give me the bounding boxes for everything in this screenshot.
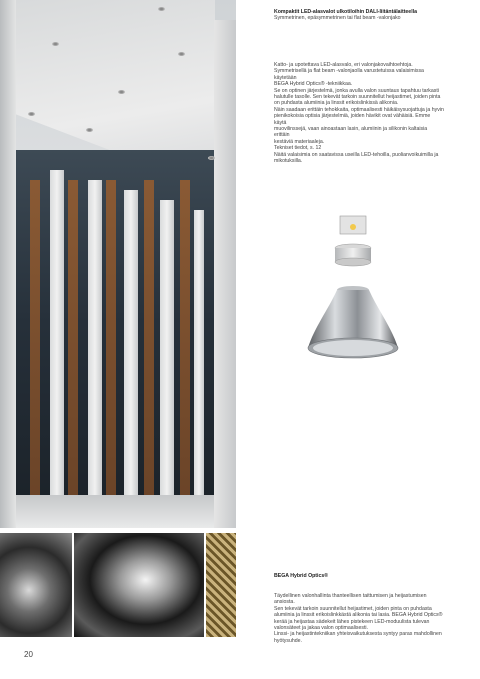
downlight-spot xyxy=(178,52,185,56)
intro-block xyxy=(274,9,444,22)
description-line: mikotuksilla. xyxy=(274,158,303,165)
description-line: Katto- ja upotettava LED-alasvalo, eri valonjakovaihtoehtoja. xyxy=(274,62,413,68)
hybrid-line: kerää ja heijastaa sädekeit lähes pistekeen LED-moduulista tulevan xyxy=(274,618,430,625)
description-line: Tekniset tiedot, s. 12 xyxy=(274,145,322,152)
wood-panel xyxy=(144,180,154,495)
wood-panel xyxy=(106,180,116,495)
column xyxy=(88,180,102,505)
description-line: kestäviä materiaaleja. xyxy=(274,138,325,145)
led-module xyxy=(340,216,366,234)
wood-panel xyxy=(180,180,190,495)
pillar-left xyxy=(0,0,16,528)
hybrid-line: Linssi- ja heijastintekniikan yhteisvaikutuksesta syntyy paras mahdollinen xyxy=(274,631,442,638)
pillar-right xyxy=(214,20,236,528)
column xyxy=(124,190,138,515)
intro-subtitle: Symmetrinen, epäsymmetrinen tai flat beam -valonjako xyxy=(274,15,401,22)
column xyxy=(194,210,204,528)
downlight-spot xyxy=(118,90,125,94)
hybrid-optics-title-block xyxy=(274,573,444,579)
description-block xyxy=(274,62,444,165)
lens-ring xyxy=(335,244,371,266)
hybrid-line: Täydellinen valonhallinta thanteellisen taittumisen ja heijastumisen ansiosta. xyxy=(274,593,427,606)
hybrid-optics-title: BEGA Hybrid Optics® xyxy=(274,573,329,579)
luminaire-exploded-view xyxy=(300,210,410,390)
hybrid-line: alumiinia ja linssit erikoislinkkästä alikonia tai lasia. BEGA Hybrid Optics® xyxy=(274,612,443,619)
description-line: pienikokoisia optisia järjestelmiä, joiden hävikit ovat vähäisiä. Emme käytä xyxy=(274,113,431,126)
hybrid-optics-block xyxy=(274,593,444,644)
reflector-cone xyxy=(308,286,398,358)
wood-panel xyxy=(68,180,78,495)
description-line: muovilinssejä, vaan ainoastaan lasin, alumiinin ja silikonin kaltaisia erittäin xyxy=(274,126,428,139)
downlight-spot xyxy=(208,156,215,160)
floor xyxy=(16,495,214,528)
hybrid-line: valonsäteet ja jakaa valon optimaalisesti. xyxy=(274,625,369,632)
column xyxy=(160,200,174,525)
column xyxy=(50,170,64,495)
hybrid-line: Sen tekevät tarkoin suunnitellut heijastimet, joiden pinta on puhdasta xyxy=(274,605,432,612)
downlight-spot xyxy=(52,42,59,46)
description-line: Näitä valaisimia on saatavissa useilla LED-tehoilla, puolianvoikuimilla ja xyxy=(274,151,439,158)
page-number: 20 xyxy=(24,650,33,659)
optic-detail-photo xyxy=(206,533,236,637)
description-line: Symmetrisellä ja flat beam -valonjaolla varustetuissa valaisimissa käytetään xyxy=(274,68,424,81)
intro-title: Kompaktit LED-alasvalot ulkotiloihin DALI-liitäntälaitteella xyxy=(274,9,417,15)
description-line: Näin saadaan erittäin tehokkaita, optimaalisesti häikäisysuojattuja ja hyvin xyxy=(274,106,444,113)
description-line: halutulle tasolle. Sen tekevät tarkoin suunnitellut heijastimet, joiden pinta xyxy=(274,94,441,101)
downlight-spot xyxy=(158,7,165,11)
architecture-photo xyxy=(0,0,236,528)
wood-panel xyxy=(30,180,40,495)
downlight-spot xyxy=(28,112,35,116)
downlight-spot xyxy=(86,128,93,132)
description-line: BEGA Hybrid Optics® -tekniikkaa. xyxy=(274,81,353,88)
description-line: Se on optinen järjestelmä, jonka avulla valon suuntaus tapahtuu tarkasti xyxy=(274,87,439,94)
lens-detail-photo xyxy=(0,533,72,637)
reflector-detail-photo xyxy=(74,533,204,637)
description-line: on puhdasta alumiinia ja linssit erikoislinkissä alikonia. xyxy=(274,100,399,107)
hybrid-line: hyötysuhde. xyxy=(274,637,302,644)
